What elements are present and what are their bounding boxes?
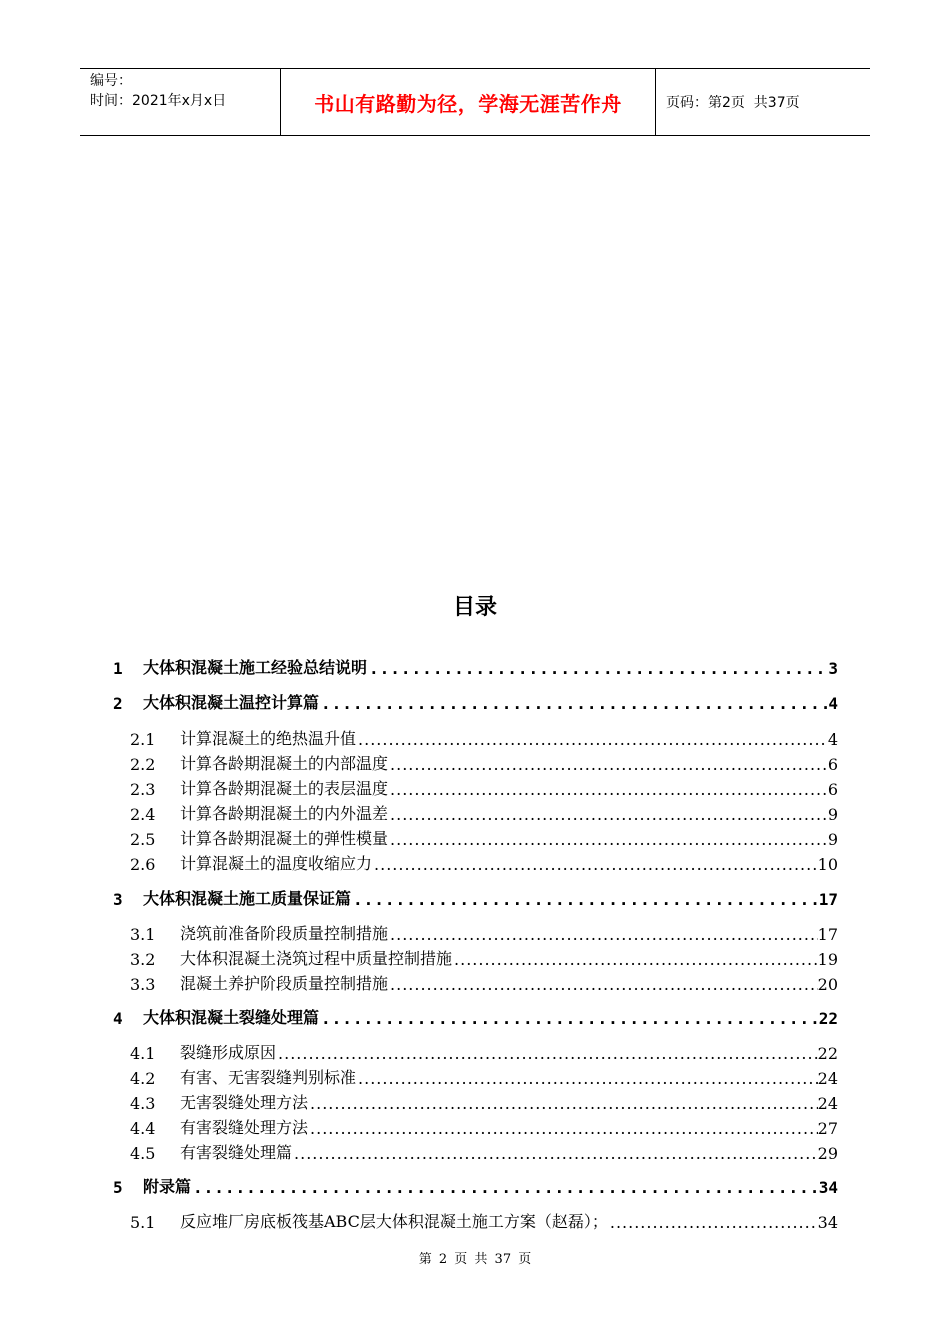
toc-entry-number: 4.2 [130, 1069, 156, 1088]
toc-entry-number: 2.1 [130, 730, 156, 749]
toc-entry[interactable] [113, 1138, 838, 1163]
toc-dot-leader [356, 1069, 818, 1088]
toc-entry-title: 计算混凝土的绝热温升值 [180, 729, 357, 748]
toc-entry-page: 34 [818, 1178, 838, 1197]
toc-dot-leader [276, 1044, 818, 1063]
toc-entry[interactable] [113, 1088, 838, 1113]
toc-entry-page: 29 [817, 1144, 838, 1163]
toc-entry-number: 3.3 [130, 975, 156, 994]
toc-entry-title: 计算各龄期混凝土的内外温差 [180, 804, 389, 823]
toc-entry-title: 大体积混凝土浇筑过程中质量控制措施 [180, 949, 453, 968]
toc-dot-leader [367, 659, 828, 678]
toc-entry-number: 4.4 [130, 1119, 156, 1138]
toc-entry-number: 4 [113, 1009, 123, 1028]
toc-entry[interactable] [113, 688, 838, 713]
toc-entry-title: 计算各龄期混凝土的内部温度 [180, 754, 389, 773]
toc-dot-leader [308, 1119, 818, 1138]
toc-dot-leader [319, 1009, 819, 1028]
page-footer: 第 2 页 共 37 页 [418, 1252, 532, 1267]
toc-entry-page: 22 [818, 1009, 838, 1028]
page-info-text: 页码：第2页 共37页 [666, 95, 800, 111]
toc-entry-number: 2.6 [130, 855, 156, 874]
toc-entry-page: 19 [817, 950, 838, 969]
toc-entry-page: 22 [817, 1044, 838, 1063]
toc-entry[interactable] [113, 824, 838, 849]
toc-entry[interactable] [113, 969, 838, 994]
toc-entry-page: 3 [828, 659, 838, 678]
toc-entry-title: 反应堆厂房底板筏基ABC层大体积混凝土施工方案（赵磊）； [180, 1212, 608, 1231]
toc-dot-leader [319, 694, 828, 713]
page-header [80, 68, 870, 136]
toc-entry-title: 大体积混凝土施工经验总结说明 [143, 658, 368, 677]
toc-entry[interactable] [113, 1113, 838, 1138]
toc-entry-number: 4.5 [130, 1144, 156, 1163]
toc-entry-page: 9 [827, 830, 838, 849]
toc-entry-number: 2.4 [130, 805, 156, 824]
toc-entry-page: 34 [817, 1213, 838, 1232]
toc-dot-leader [388, 830, 828, 849]
toc-entry-page: 27 [817, 1119, 838, 1138]
toc-entry-title: 有害、无害裂缝判别标准 [180, 1068, 357, 1087]
toc-entry-number: 3.1 [130, 925, 156, 944]
toc-dot-leader [308, 1094, 818, 1113]
toc-entry-page: 24 [817, 1069, 838, 1088]
toc-entry-page: 4 [828, 694, 838, 713]
toc-entry-page: 24 [817, 1094, 838, 1113]
toc-dot-leader [191, 1178, 819, 1197]
toc-entry[interactable] [113, 653, 838, 678]
toc-entry-title: 大体积混凝土施工质量保证篇 [143, 889, 352, 908]
toc-dot-leader [388, 975, 818, 994]
toc-entry[interactable] [113, 799, 838, 824]
toc-entry-number: 2.5 [130, 830, 156, 849]
toc-entry-page: 6 [827, 755, 838, 774]
toc-dot-leader [356, 730, 828, 749]
toc-entry[interactable] [113, 774, 838, 799]
toc-entry-page: 4 [827, 730, 838, 749]
toc-entry-title: 计算各龄期混凝土的弹性模量 [180, 829, 389, 848]
toc-entry[interactable] [113, 1038, 838, 1063]
toc-dot-leader [388, 780, 828, 799]
toc-entry-title: 无害裂缝处理方法 [180, 1093, 309, 1112]
toc-entry[interactable] [113, 919, 838, 944]
toc-dot-leader [388, 925, 818, 944]
toc-dot-leader [372, 855, 818, 874]
toc-entry[interactable] [113, 1172, 838, 1197]
toc-entry-title: 大体积混凝土温控计算篇 [143, 693, 320, 712]
toc-dot-leader [351, 890, 819, 909]
toc-entry-title: 裂缝形成原因 [180, 1043, 277, 1062]
toc-dot-leader [292, 1144, 818, 1163]
toc-entry[interactable] [113, 849, 838, 874]
header-motto: 书山有路勤为径，学海无涯苦作舟 [281, 69, 656, 135]
toc-entry-title: 浇筑前准备阶段质量控制措施 [180, 924, 389, 943]
toc-entry-title: 计算各龄期混凝土的表层温度 [180, 779, 389, 798]
toc-entry-number: 3.2 [130, 950, 156, 969]
toc-entry-title: 计算混凝土的温度收缩应力 [180, 854, 373, 873]
header-page-info [656, 69, 870, 135]
toc-entry-number: 3 [113, 890, 123, 909]
toc-entry[interactable] [113, 884, 838, 909]
toc-entry-title: 有害裂缝处理方法 [180, 1118, 309, 1137]
toc-entry[interactable] [113, 724, 838, 749]
toc-entry-number: 2.3 [130, 780, 156, 799]
toc-dot-leader [388, 805, 828, 824]
toc-entry[interactable] [113, 944, 838, 969]
toc-entry-number: 2 [113, 694, 123, 713]
toc-entry-number: 4.1 [130, 1044, 156, 1063]
toc-entry-page: 10 [817, 855, 838, 874]
toc-entry-title: 有害裂缝处理篇 [180, 1143, 293, 1162]
toc-entry-page: 17 [817, 925, 838, 944]
toc-entry-title: 附录篇 [143, 1177, 192, 1196]
toc-entry-page: 6 [827, 780, 838, 799]
header-meta [80, 69, 281, 135]
toc-entry-number: 4.3 [130, 1094, 156, 1113]
toc-entry[interactable] [113, 1207, 838, 1232]
toc-dot-leader [608, 1213, 818, 1232]
toc-entry-title: 大体积混凝土裂缝处理篇 [143, 1008, 320, 1027]
toc-entry[interactable] [113, 1063, 838, 1088]
toc-entry-number: 5.1 [130, 1213, 156, 1232]
toc-title: 目录 [452, 595, 497, 620]
toc-entry-page: 20 [817, 975, 838, 994]
toc-entry-page: 9 [827, 805, 838, 824]
toc-dot-leader [452, 950, 818, 969]
time-label: 时间：2021年x月x日 [90, 93, 227, 109]
toc-entry[interactable] [113, 1003, 838, 1028]
toc-entry-number: 2.2 [130, 755, 156, 774]
toc-entry-page: 17 [818, 890, 838, 909]
toc-entry-title: 混凝土养护阶段质量控制措施 [180, 974, 389, 993]
toc-dot-leader [388, 755, 828, 774]
toc-entry[interactable] [113, 749, 838, 774]
toc-entry-number: 1 [113, 659, 123, 678]
toc-entry-number: 5 [113, 1178, 123, 1197]
number-label: 编号： [90, 73, 132, 89]
